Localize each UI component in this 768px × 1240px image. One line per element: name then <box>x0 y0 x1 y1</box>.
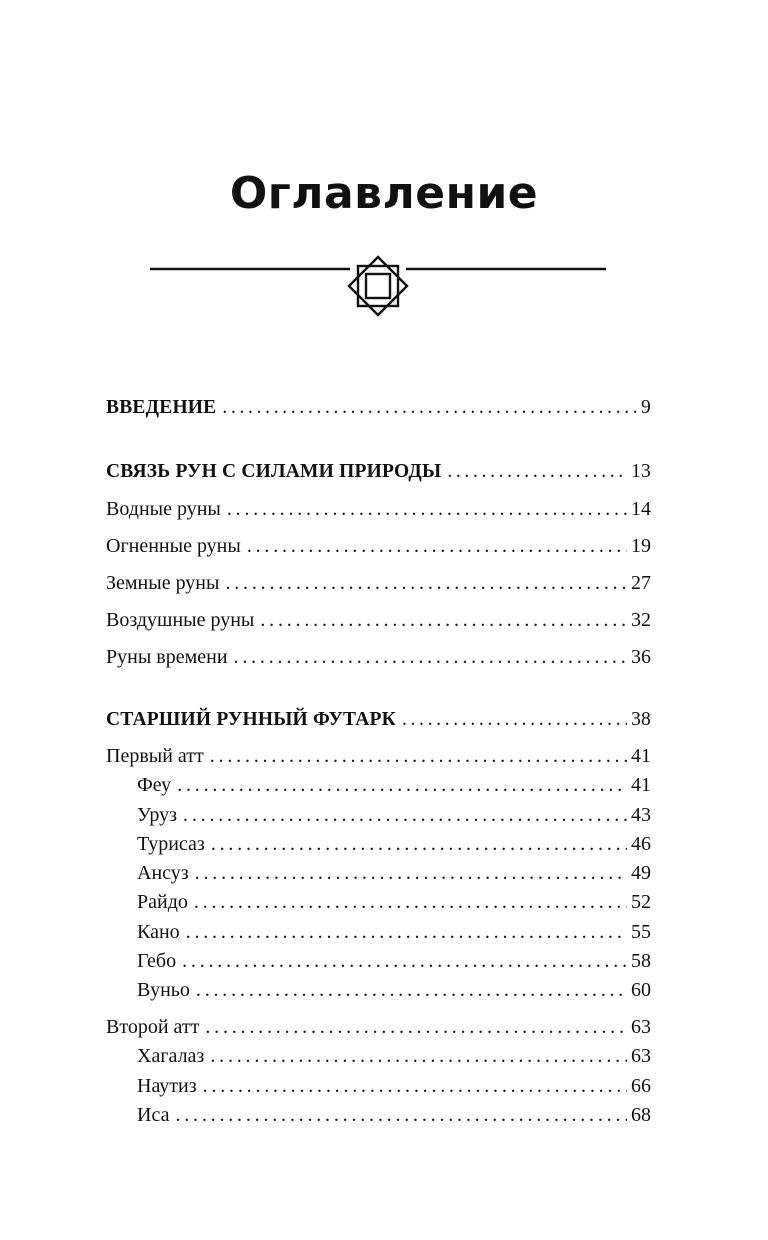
toc-entry[interactable] <box>137 1071 651 1101</box>
dot-leader <box>210 1041 627 1071</box>
dot-leader <box>186 917 627 947</box>
toc-entry[interactable] <box>137 858 651 888</box>
toc-entry-page: 55 <box>631 921 651 943</box>
toc-entry[interactable] <box>137 1041 651 1071</box>
toc-entry[interactable] <box>137 770 651 800</box>
dot-leader <box>225 568 627 598</box>
toc-entry-page: 41 <box>631 745 651 767</box>
toc-entry-page: 68 <box>631 1104 651 1126</box>
toc-entry-label: Кано <box>137 921 180 943</box>
toc-entry-label: Второй атт <box>106 1016 200 1038</box>
toc-entry[interactable] <box>137 917 651 947</box>
toc-entry-page: 58 <box>631 950 651 972</box>
toc-entry[interactable] <box>137 887 651 917</box>
toc-entry-label: ВВЕДЕНИЕ <box>106 397 217 418</box>
toc-entry-label: СТАРШИЙ РУННЫЙ ФУТАРК <box>106 709 396 730</box>
dot-leader <box>234 642 627 672</box>
toc-entry-label: Ансуз <box>137 862 189 884</box>
toc-entry[interactable] <box>106 531 651 561</box>
toc-entry-label: Земные руны <box>106 572 220 594</box>
toc-entry[interactable] <box>137 800 651 830</box>
toc-entry-page: 52 <box>631 891 651 913</box>
dot-leader <box>194 887 627 917</box>
dot-leader <box>196 975 627 1005</box>
toc-entry-label: Уруз <box>137 804 178 826</box>
dot-leader <box>211 829 627 859</box>
toc-entry-label: Гебо <box>137 950 177 972</box>
dot-leader <box>222 393 637 423</box>
toc-entry-label: Хагалаз <box>137 1045 205 1067</box>
dot-leader <box>175 1100 627 1130</box>
toc-entry-page: 46 <box>631 833 651 855</box>
dot-leader <box>182 946 627 976</box>
toc-entry-label: Турисаз <box>137 833 205 855</box>
toc-entry-label: Воздушные руны <box>106 609 255 631</box>
toc-entry-page: 38 <box>631 709 651 730</box>
dot-leader <box>183 800 627 830</box>
toc-entry[interactable] <box>137 946 651 976</box>
toc-entry-label: Райдо <box>137 891 188 913</box>
toc-entry-page: 19 <box>631 535 651 557</box>
toc-entry[interactable] <box>137 975 651 1005</box>
dot-leader <box>402 705 627 735</box>
toc-entry-page: 41 <box>631 774 651 796</box>
toc-entry[interactable] <box>137 829 651 859</box>
toc-entry-label: Иса <box>137 1104 170 1126</box>
toc-entry-label: Феу <box>137 774 172 796</box>
toc-entry-page: 63 <box>631 1045 651 1067</box>
toc-entry-label: СВЯЗЬ РУН С СИЛАМИ ПРИРОДЫ <box>106 461 442 482</box>
toc-entry-label: Вуньо <box>137 979 190 1001</box>
dot-leader <box>177 770 627 800</box>
toc-entry[interactable] <box>106 393 651 423</box>
toc-entry-page: 49 <box>631 862 651 884</box>
toc-entry[interactable] <box>106 642 651 672</box>
toc-entry[interactable] <box>137 1100 651 1130</box>
toc-entry[interactable] <box>106 457 651 487</box>
toc-entry-page: 36 <box>631 646 651 668</box>
toc-entry-label: Водные руны <box>106 498 221 520</box>
toc-entry-label: Наутиз <box>137 1075 197 1097</box>
dot-leader <box>195 858 627 888</box>
toc-entry[interactable] <box>106 705 651 735</box>
dot-leader <box>247 531 627 561</box>
toc-entry[interactable] <box>106 741 651 771</box>
toc-entry-page: 14 <box>631 498 651 520</box>
toc-entry[interactable] <box>106 1012 651 1042</box>
dot-leader <box>447 457 627 487</box>
toc-entry-label: Первый атт <box>106 745 204 767</box>
toc-entry-label: Руны времени <box>106 646 228 668</box>
page-title: Оглавление <box>229 168 539 219</box>
toc-entry[interactable] <box>106 605 651 635</box>
dot-leader <box>210 741 627 771</box>
toc-entry-page: 43 <box>631 804 651 826</box>
toc-entry-page: 13 <box>631 461 651 482</box>
toc-entry[interactable] <box>106 568 651 598</box>
toc-entry-page: 63 <box>631 1016 651 1038</box>
ornament-divider-icon <box>150 254 606 324</box>
dot-leader <box>203 1071 627 1101</box>
toc-entry-page: 60 <box>631 979 651 1001</box>
dot-leader <box>205 1012 627 1042</box>
toc-entry-page: 66 <box>631 1075 651 1097</box>
toc-entry[interactable] <box>106 494 651 524</box>
toc-entry-page: 9 <box>641 397 651 418</box>
toc-entry-label: Огненные руны <box>106 535 241 557</box>
dot-leader <box>227 494 627 524</box>
dot-leader <box>260 605 627 635</box>
toc-entry-page: 32 <box>631 609 651 631</box>
toc-entry-page: 27 <box>631 572 651 594</box>
